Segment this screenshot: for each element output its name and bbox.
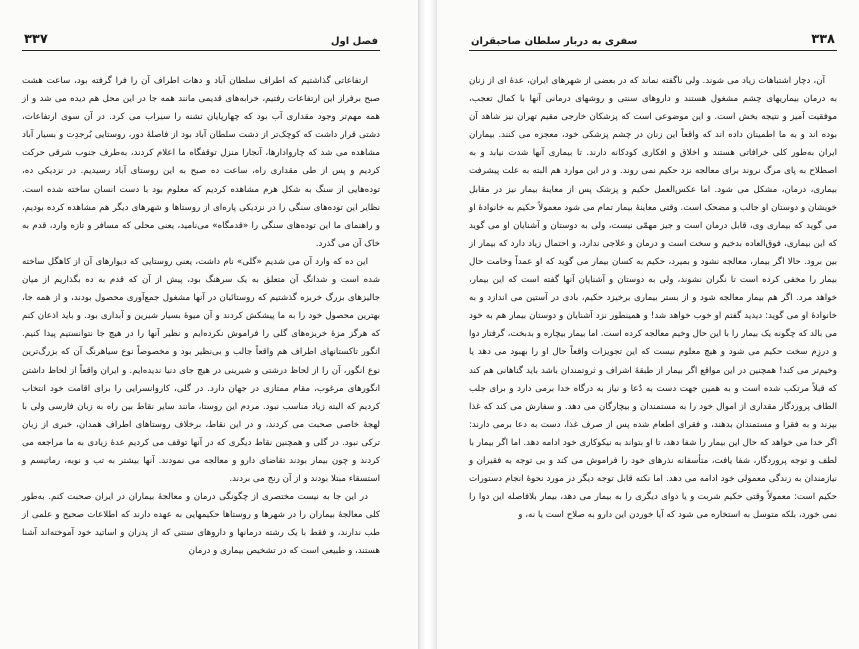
right-page [436,0,859,649]
left-paragraph-1: ارتفاعاتی گذاشتیم که اطراف سلطان آباد و دهات اطراف آن را فرا گرفته بود، ساعت هشت صبح برفراز این ارتفاعات رفتیم، خرابه‌های قدیمی مانند همه جا در این محل هم دیده می شد و از همه مهم‌تر وجود مقداری آب بود که چهارپایان تشنه را سیراب می کرد. در آن سوی ارتفاعات، دشتی قرار داشت که کوچک‌تر از دشت سلطان آباد بود از فاصلهٔ دور، روستایی بُرجدِت و بسیار آباد مشاهده می شد که چاروادارها، آنجارا منزل توقفگاه ما اعلام کردند، به‌طرف جنوب شرقی حرکت کردیم و پس از طی مقداری راه، ساعت ده صبح به این روستای آباد رسیدیم. در نزدیکی ده، توده‌هایی از سنگ به شکل هرم مشاهده کردیم که معلوم بود با دست انسان ساخته شده است. نظایر این توده‌های سنگی را در نزدیکی پاره‌ای از روستاها و شهرهای دیگر هم مشاهده کرده بودیم، و راهنمای ما این توده‌های سنگی را «قدمگاه» می‌نامید، یعنی محلی که مسافر و تازه وارد، قدم به خاک آن می گذرد. [22,76,380,249]
left-page-body [22,72,380,561]
right-paragraph-1: آن، دچار اشتباهات زیاد می شوند. ولی ناگفته نماند که در بعضی از شهرهای ایران، عدهٔ ای از زنان به درمان بیماریهای چشم مشغول هستند و داروهای سنتی و روشهای درمانی آنها با کمال تعجب، موفقیت آمیز و نتیجه بخش است. و این موضوعی است که پزشکان خارجی مقیم تهران نیز شاهد آن بوده اند و به ما اطمینان داده اند که واقعاً این زنان در چشم پزشکی خود، معجزه می کنند. بیماران ایران به‌طور کلی خرافاتی هستند و اخلاق و افکاری کودکانه دارند. تا بیماری آنها شدت نیابد و به اصطلاح به پای مرگ نروند برای معالجه نزد حکیم نمی روند. و در این موارد هم البته به علت پیشرفت بیماری، درمان، مشکل می شود. اما عکس‌العمل حکیم و پزشک پس از معاینهٔ بیمار نیز در مقابل خویشان و دوستان او جالب و مضحک است. وقتی معاینهٔ بیمار تمام می شود معمولاً حکیم به خانوادهٔ او می گوید که بیماری وی، قابل درمان است و جیز مهمّی نیست، ولی به دوستان و آشنایان او می گوید که این بیماری، فوق‌العاده بدخیم و سخت است و درمان و علاجی ندارد، و احتمال زیاد دارد که بیمار از بین برود. حالا اگر بیمار، معالجه نشود و بمیرد، حکیم به کسان بیمار می گوید که او عمداً وخامت حال بیمار را مخفی کرده است تا نگران نشوند، ولی به دوستان و آشنایان آنها گفته است که این بیمار، خواهد مرد. اگر هم بیمار معالجه شود و از بستر بیماری برخیزد حکیم، بادی در آستین می اندازد و به خانوادهٔ او می گوید: دیدید گفتم او خوب خواهد شد! و همینطور نزد آشنایان و دوستان بیمار هم به خود می بالد که چگونه یک بیمار را با این حال وخیم معالجه کرده است. اما بیمار بیچاره و بدبخت، گرفتار دوا و درزِم سخت حکیم می شود و هیچ معلوم نیست که این تجویزات واقعاً حال او را بهبود می دهد یا وخیم‌تر می کند! همچنین در این مواقع اگر بیمار از طبقهٔ اشراف و ثروتمندان باشد باید گناهانی هم کند که قبلاً مرتکب شده است و به همین جهت دست به دُعا و نیاز به درگاه خدا برمی دارد و برای جلب الطاف پروردگار مقداری از اموال خود را به مستمندان و بیچارگان می دهد. و سفارش می کند که غذا بپزند و به فقرا و مستمندان بدهند، و فقرای اطعام شده پس از صرف غذا، دست به دعا برمی دارند: اگر خدا می خواهد که حال این بیمار را شفا دهد، تا او بتواند به نیکوکاری خود ادامه دهد. اما اگر بیمار با لطف و توجه پروردگار، شفا یافت، متأسفانه نذرهای خود را فراموش می کند و بی توجه به فقیران و نیازمندان به زندگی معمولی خود ادامه می دهد. اما نکته قابل توجه دیگر در مورد نحوهٔ انجام دستورات حکیم است: معمولاً وقتی حکیم شربت و یا دوای دیگری را به بیمار می دهد، بیمار بلافاصله این دوا را نمی خورد، بلکه متوسل به استخاره می شود که آیا خوردن این دارو به صلاح است یا نه، و [469,76,837,521]
left-paragraph-3: در این جا به نیست مختصری از چگونگی درمان و معالجهٔ بیماران در ایران صحبت کنم. به‌طور کلی معالجهٔ بیماران را در شهرها و روستاها حکیمهایی به عهده دارند که اطلاعات صحیح و علمی از طب ندارند، و فقط با یک رشته درمانها و داروهای سنتی که از پدران و اساتید خود آموخته‌اند آشنا هستند، و طبیعی است که در تشخیص بیماری و درمان [22,492,380,557]
right-page-header [469,30,837,51]
left-page-header [22,30,380,51]
book-gutter [419,0,436,649]
left-paragraph-2: این ده که وارد آن می شدیم «گلی» نام داشت، یعنی روستایی که دیوارهای آن از کاهگل ساخته شده است و شدانگ آن متعلق به یک سرهنگ بود، پیش از آن که قدم به ده بگذاریم از میان جالیزهای بزرگ خربزه گذشتیم که روستائیان در آنها مشغول جمع‌آوری محصول بودند، و از همه جا، بهترین محصول خود را به ما پیشکش کردند و آن میوهٔ بسیار شیرین و آبداری بود. و باید اذعان کنم که هرگز مزهٔ خربزه‌های گلی را فراموش نکرده‌ایم و نظیر آنها را در هیچ جا نتوانستیم پیدا کنیم. انگور تاکستانهای اطراف هم واقعاً جالب و بی‌نظیر بود و مخصوصاً نوع سیاهرنگ آن که بزرگ‌ترین نوع انگور، آن را از لحاظ درشتی و شیرینی در هیچ جای دنیا ندیده‌ایم. و ایران واقعاً از لحاظ داشتن انگورهای مرغوب، مقام ممتازی در جهان دارد. در گلی، کاروانسرایی را برای اقامت خود انتخاب کردیم که البته زیاد مناسب نبود. مردم این روستا، مانند سایر نقاط بین راه به زبان فارسی ولی با لهجهٔ خاصی صحبت می کردند، و در این نقاط، برخلاف روستاهای اطراف همدان، خبری از زبان ترکی نبود. در گلی و همچنین نقاط دیگری که در آنها توقف می کردیم عدهٔ زیادی به ما مراجعه می کردند و چون بیمار بودند تقاضای دارو و معالجه می نمودند. آنها بیشتر به تب و نوبه، رماتیسم و استسقاء مبتلا بودند و از آن رنج می بردند. [22,256,380,485]
right-page-number: ۳۳۸ [811,32,835,47]
left-page-number: ۳۳۷ [24,32,48,47]
left-running-title: فصل اول [330,36,378,47]
right-page-body [469,72,837,524]
left-page [0,0,419,649]
right-running-title: سفری به دربار سلطان صاحبقران [471,36,638,47]
